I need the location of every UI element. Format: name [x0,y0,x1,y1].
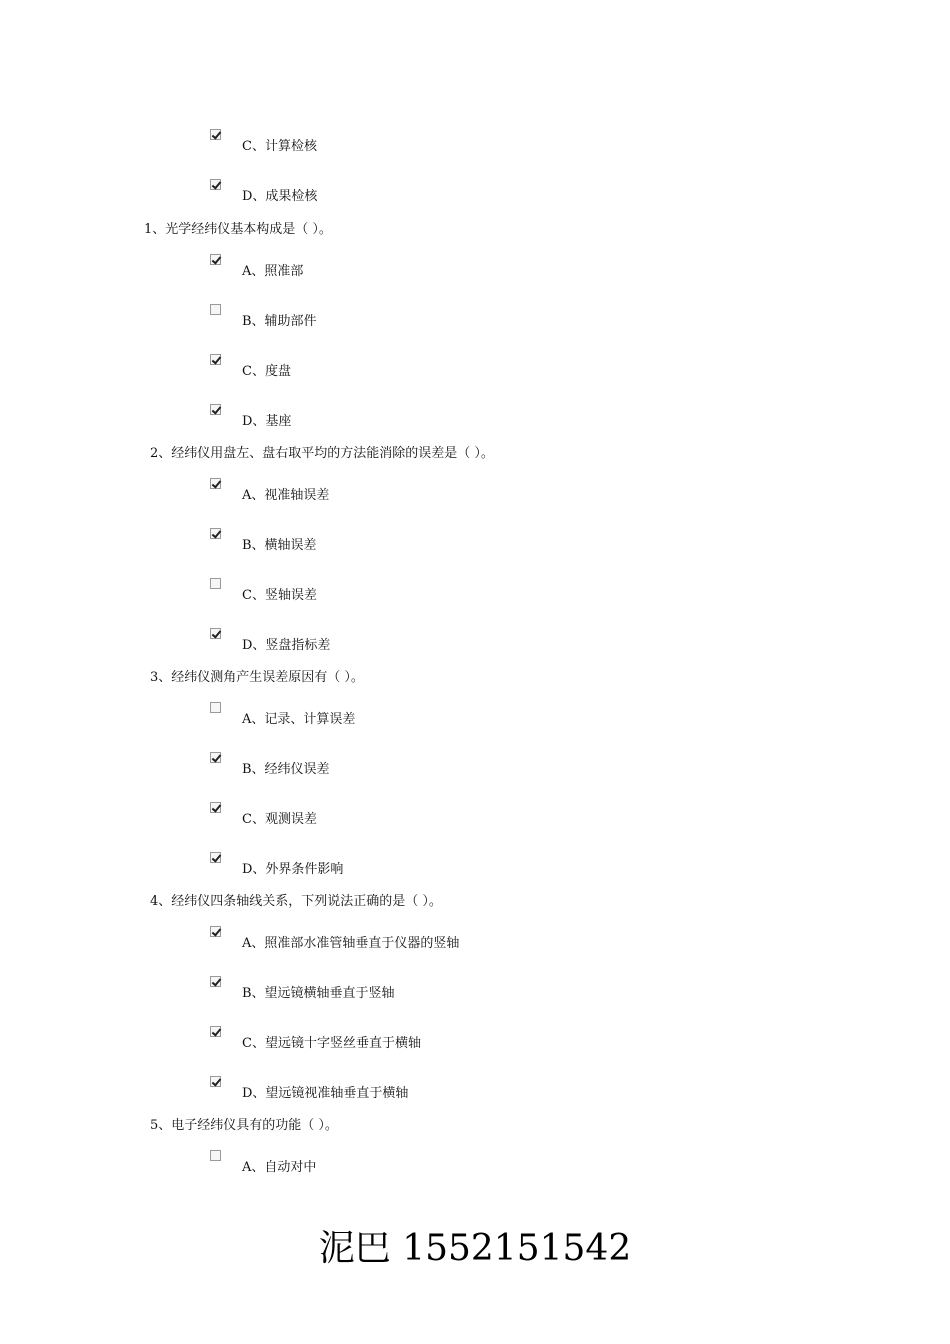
checkbox-checked-icon[interactable] [210,254,221,265]
option-label: B、横轴误差 [242,538,317,553]
checkbox-checked-icon[interactable] [210,478,221,489]
option-label: B、经纬仪误差 [242,762,330,777]
checkbox-checked-icon[interactable] [210,528,221,539]
option-label: C、望远镜十字竖丝垂直于横轴 [242,1036,421,1051]
option-label: B、辅助部件 [242,314,317,329]
option-label: C、计算检核 [242,139,317,154]
option-label: A、自动对中 [242,1160,317,1175]
option-label: C、竖轴误差 [242,588,317,603]
checkbox-checked-icon[interactable] [210,129,221,140]
question-5: 5、电子经纬仪具有的功能（ ）。 [150,1118,338,1133]
checkbox-checked-icon[interactable] [210,752,221,763]
checkbox-checked-icon[interactable] [210,1026,221,1037]
option-label: A、视准轴误差 [242,488,330,503]
option-label: B、望远镜横轴垂直于竖轴 [242,986,395,1001]
option-label: C、观测误差 [242,812,317,827]
question-3: 3、经纬仪测角产生误差原因有（ ）。 [150,670,364,685]
option-label: D、基座 [242,414,292,429]
option-label: C、度盘 [242,364,291,379]
option-label: D、成果检核 [242,189,318,204]
footer-contact: 泥巴 1552151542 [318,1228,632,1269]
checkbox-unchecked-icon[interactable] [210,304,221,315]
checkbox-unchecked-icon[interactable] [210,702,221,713]
checkbox-checked-icon[interactable] [210,1076,221,1087]
option-label: A、照准部水准管轴垂直于仪器的竖轴 [242,936,460,951]
checkbox-unchecked-icon[interactable] [210,578,221,589]
option-label: A、记录、计算误差 [242,712,356,727]
checkbox-unchecked-icon[interactable] [210,1150,221,1161]
option-label: D、竖盘指标差 [242,638,331,653]
question-1: 1、光学经纬仪基本构成是（ ）。 [144,222,332,237]
option-label: A、照准部 [242,264,304,279]
checkbox-checked-icon[interactable] [210,628,221,639]
question-2: 2、经纬仪用盘左、盘右取平均的方法能消除的误差是（ ）。 [150,446,494,461]
option-label: D、外界条件影响 [242,862,344,877]
checkbox-checked-icon[interactable] [210,852,221,863]
checkbox-checked-icon[interactable] [210,926,221,937]
checkbox-checked-icon[interactable] [210,802,221,813]
question-4: 4、经纬仪四条轴线关系，下列说法正确的是（ ）。 [150,894,442,909]
checkbox-checked-icon[interactable] [210,976,221,987]
checkbox-checked-icon[interactable] [210,354,221,365]
option-label: D、望远镜视准轴垂直于横轴 [242,1086,409,1101]
checkbox-checked-icon[interactable] [210,404,221,415]
checkbox-checked-icon[interactable] [210,179,221,190]
